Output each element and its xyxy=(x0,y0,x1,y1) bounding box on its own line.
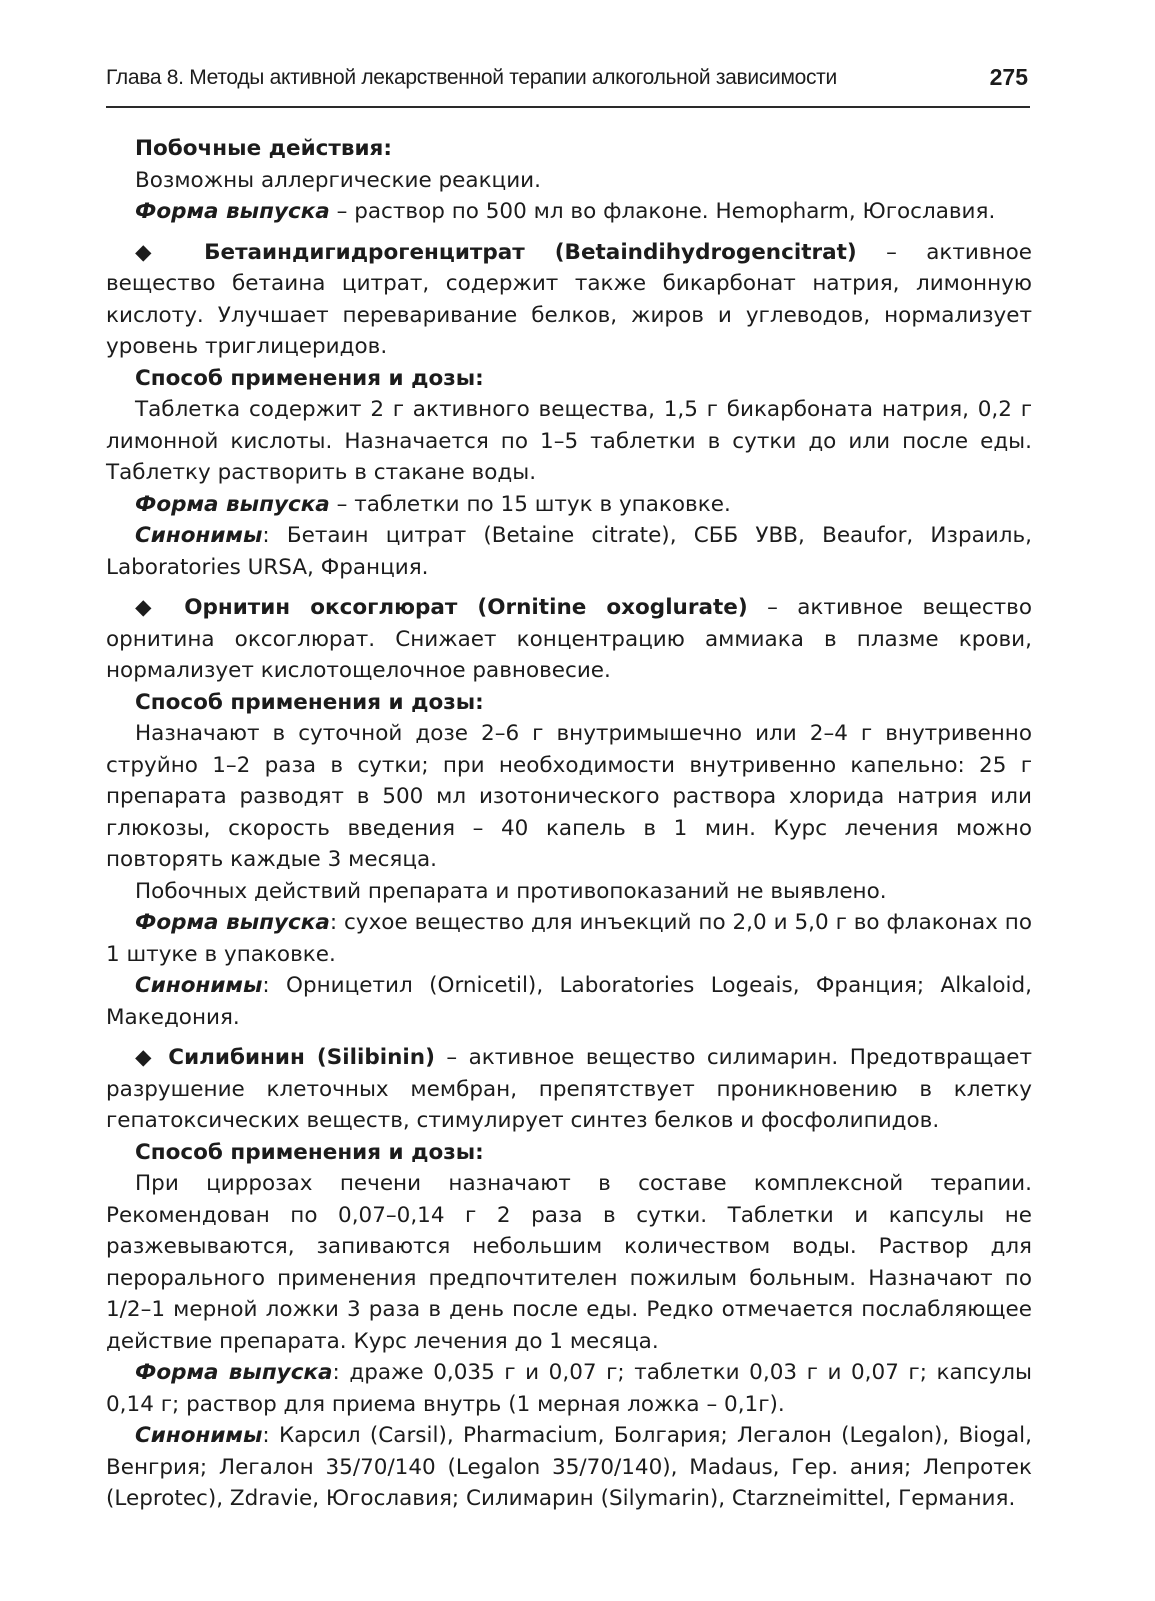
method-heading: Способ применения и дозы: xyxy=(135,365,484,391)
drug-name: Силибинин (Silibinin) xyxy=(168,1045,435,1070)
release-form-paragraph xyxy=(106,196,1032,228)
running-header xyxy=(106,62,1030,108)
release-form-paragraph xyxy=(106,1357,1032,1420)
synonyms-paragraph xyxy=(106,970,1032,1033)
release-form-paragraph xyxy=(106,907,1032,970)
bullet-icon: ◆ xyxy=(135,1045,169,1070)
page-body xyxy=(106,133,1032,1515)
release-form-label: Форма выпуска xyxy=(135,1360,333,1385)
release-form-text: – раствор по 500 мл во флаконе. Hemopharm, Югославия. xyxy=(329,199,996,224)
bullet-icon: ◆ xyxy=(135,595,185,620)
method-heading: Способ применения и дозы: xyxy=(135,689,484,715)
drug-description: – активное вещество силимарин. Предотвращает разрушение клеточных мембран, препятствует проникновению в клетку гепатоксических веществ, стимулирует синтез белков и фосфолипидов. xyxy=(106,1045,1032,1133)
drug-description: – активное вещество орнитина оксоглюрат. Снижает концентрацию аммиака в плазме крови, нормализует кислотощелочное равновесие. xyxy=(106,595,1032,683)
method-text: Назначают в суточной дозе 2–6 г внутримышечно или 2–4 г внутривенно струйно 1–2 раза в сутки; при необходимости внутривенно капельно: 25 г препарата разводят в 500 мл изотонического раствора хлорида натрия или глюкозы, скорость введения – 40 капель в 1 мин. Курс лечения можно повторять каждые 3 месяца. xyxy=(106,721,1032,872)
side-effects-heading: Побочные действия: xyxy=(135,136,392,161)
synonyms-label: Синонимы xyxy=(135,523,263,548)
release-form-text: : драже 0,035 г и 0,07 г; таблетки 0,03 г и 0,07 г; капсулы 0,14 г; раствор для приема внутрь (1 мерная ложка – 0,1г). xyxy=(106,1360,1033,1417)
release-form-paragraph xyxy=(106,489,1032,521)
page-number: 275 xyxy=(989,64,1028,90)
synonyms-label: Синонимы xyxy=(135,1423,263,1448)
synonyms-text: : Карсил (Carsil), Pharmacium, Болгария; Легалон (Legalon), Biogal, Венгрия; Легалон 35/70/140 (Legalon 35/70/140), Madaus, Гер. ания; Лепротек (Leprotec), Zdravie, Югославия; Силимарин (Silymarin), Ctarzneimittel, Германия. xyxy=(106,1423,1032,1511)
synonyms-paragraph xyxy=(106,520,1032,583)
drug-entry-ornitine xyxy=(106,592,1032,687)
method-text: При циррозах печени назначают в составе комплексной терапии. Рекомендован по 0,07–0,14 г 2 раза в сутки. Таблетки и капсулы не разжевываются, запиваются небольшим количеством воды. Раствор для перорального применения предпочтителен пожилым больным. Назначают по 1/2–1 мерной ложки 3 раза в день после еды. Редко отмечается послабляющее действие препарата. Курс лечения до 1 месяца. xyxy=(106,1171,1032,1354)
synonyms-text: : Орницетил (Ornicetil), Laboratories Logeais, Франция; Alkaloid, Македония. xyxy=(106,973,1032,1030)
synonyms-text: : Бетаин цитрат (Betaine citrate), СББ УВВ, Beaufor, Израиль, Laboratories URSA, Франция. xyxy=(106,523,1032,580)
method-heading: Способ применения и дозы: xyxy=(135,1139,484,1165)
release-form-label: Форма выпуска xyxy=(135,199,330,224)
release-form-label: Форма выпуска xyxy=(135,491,330,517)
drug-entry-silibinin xyxy=(106,1042,1032,1137)
drug-entry-betaine xyxy=(106,237,1032,363)
method-text: Таблетка содержит 2 г активного вещества, 1,5 г бикарбоната натрия, 0,2 г лимонной кислоты. Назначается по 1–5 таблетки в сутки до или после еды. Таблетку растворить в стакане воды. xyxy=(106,397,1032,485)
bullet-icon: ◆ xyxy=(135,239,205,265)
synonyms-paragraph xyxy=(106,1420,1032,1515)
release-form-text: : сухое вещество для инъекций по 2,0 и 5,0 г во флаконах по 1 штуке в упаковке. xyxy=(106,910,1032,967)
synonyms-label: Синонимы xyxy=(135,973,263,998)
drug-name: Орнитин оксоглюрат (Ornitine oxoglurate) xyxy=(184,595,748,620)
release-form-label: Форма выпуска xyxy=(135,910,330,935)
side-effects-text: Возможны аллергические реакции. xyxy=(135,167,541,193)
drug-description: – активное вещество бетаина цитрат, содержит также бикарбонат натрия, лимонную кислоту. Улучшает переваривание белков, жиров и углеводов, нормализует уровень триглицеридов. xyxy=(106,239,1033,359)
drug-name: Бетаиндигидрогенцитрат (Betaindihydrogencitrat) xyxy=(204,239,857,265)
chapter-title: Глава 8. Методы активной лекарственной терапии алкогольной зависимости xyxy=(106,66,837,89)
side-effects-text: Побочных действий препарата и противопоказаний не выявлено. xyxy=(135,878,887,904)
release-form-text: – таблетки по 15 штук в упаковке. xyxy=(329,491,731,517)
